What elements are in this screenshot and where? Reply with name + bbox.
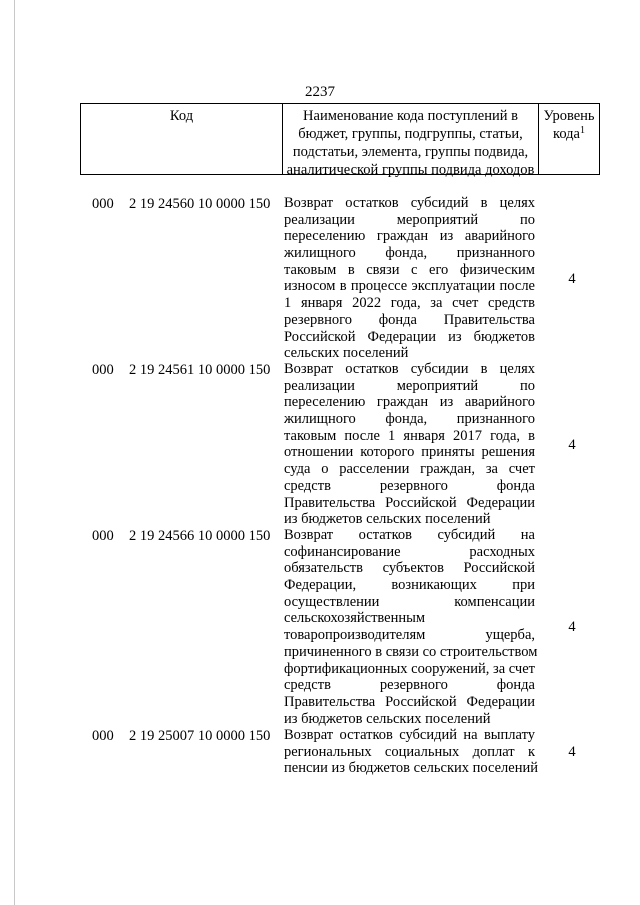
income-name [284,195,535,362]
income-name-line: Правительства Российской Федерации [284,693,535,710]
header-name [283,104,539,178]
admin-code: 000 [92,728,114,744]
income-name-line: средств резервного фонда [284,677,535,694]
header-level-line: Уровень [543,108,595,124]
income-name-line: региональных социальных доплат к [284,743,535,760]
income-name-line: софинансирование расходных [284,543,535,560]
income-name-line: 1 января 2022 года, за счет средств [284,295,535,312]
scan-edge-line [14,0,15,905]
income-name-line: Российской Федерации из бюджетов [284,328,535,345]
income-name-line: пенсии из бюджетов сельских поселений [284,760,539,777]
income-name-line: износом в процессе эксплуатации после [284,278,535,295]
income-name-line: средств резервного фонда [284,477,535,494]
income-name-line: реализации мероприятий по [284,377,535,394]
income-name [284,361,535,528]
header-name-line: Наименование кода поступлений в [303,108,518,124]
income-name-line: товаропроизводителям ущерба, [284,627,535,644]
income-name-line: жилищного фонда, признанного [284,411,535,428]
income-name-line: суда о расселении граждан, за счет [284,461,535,478]
footnote-marker: 1 [579,125,585,136]
admin-code: 000 [92,362,114,378]
code-level: 4 [568,619,576,635]
income-name-line: отношении которого приняты решения [284,444,535,461]
income-name-line: обязательств субъектов Российской [284,560,535,577]
income-code: 2 19 25007 10 0000 150 [129,728,271,744]
income-code: 2 19 24561 10 0000 150 [129,362,271,378]
income-code: 2 19 24560 10 0000 150 [129,196,271,212]
header-level-line2 [539,125,599,143]
header-name-line: подстатьи, элемента, группы подвида, [292,144,529,160]
income-name-line: из бюджетов сельских поселений [284,511,491,528]
income-name [284,527,538,727]
header-level-text: кода [553,126,580,142]
income-name-line: фортификационных сооружений, за счет [284,660,535,677]
income-name-line: сельских поселений [284,345,409,362]
income-name-line: осуществлении компенсации [284,593,535,610]
header-code: Код [81,104,283,174]
code-level: 4 [568,744,576,760]
income-name-line: реализации мероприятий по [284,211,535,228]
income-name-line: переселению граждан из аварийного [284,394,535,411]
income-name-line: таковым в связи с его физическим [284,261,535,278]
income-name-line: Возврат остатков субсидий в целях [284,195,535,211]
income-name-line: Возврат остатков субсидий на [284,527,535,543]
header-level [539,104,599,174]
table-header [80,103,600,178]
income-name-line: Правительства Российской Федерации [284,494,535,511]
admin-code: 000 [92,196,114,212]
income-name-line: Возврат остатков субсидий на выплату [284,727,535,743]
income-name-line: Возврат остатков субсидии в целях [284,361,535,377]
income-code: 2 19 24566 10 0000 150 [129,528,271,544]
income-name-line: Федерации, возникающих при [284,577,535,594]
page-number: 2237 [305,84,335,100]
income-name-line: причиненного в связи со строительством [284,643,538,660]
income-name-line: переселению граждан из аварийного [284,228,535,245]
code-level: 4 [568,271,576,287]
admin-code: 000 [92,528,114,544]
header-name-line: аналитической группы подвида доходов [286,162,535,178]
header-name-line: бюджет, группы, подгруппы, статьи, [298,126,523,142]
income-name-line: жилищного фонда, признанного [284,245,535,262]
income-name-line: таковым после 1 января 2017 года, в [284,427,535,444]
income-name-line: резервного фонда Правительства [284,311,535,328]
income-name-line: из бюджетов сельских поселений [284,710,491,727]
code-level: 4 [568,437,576,453]
income-name-line: сельскохозяйственным [284,610,426,627]
income-name [284,727,539,777]
